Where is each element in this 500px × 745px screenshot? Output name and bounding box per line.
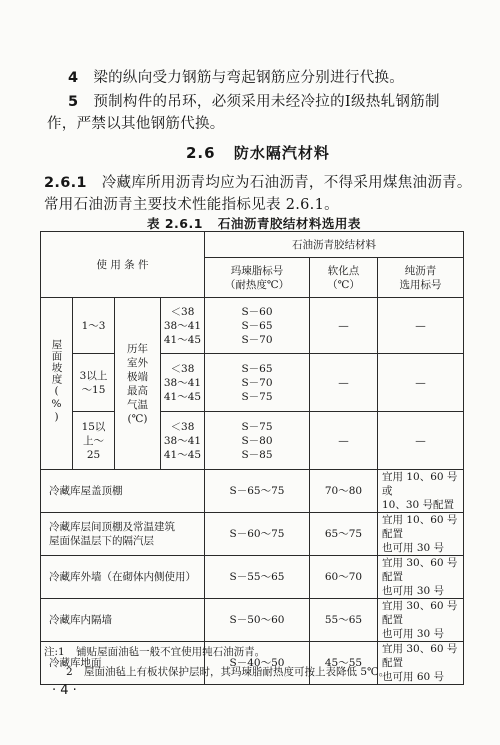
application-name: 冷藏库屋盖顶棚 xyxy=(41,470,205,513)
clause-text: 冷藏库所用沥青均应为石油沥青，不得采用煤焦油沥青。 xyxy=(101,175,472,191)
pure-asphalt-cell: — xyxy=(378,354,464,412)
pure-asphalt-cell: 宜用 10、60 号或 10、30 号配置 xyxy=(378,470,464,513)
table-row xyxy=(41,513,464,556)
grade-cell: S－75 S－80 S－85 xyxy=(205,412,310,470)
grade-cell: S－65～75 xyxy=(205,470,310,513)
table-row xyxy=(41,599,464,642)
softening-header: 软化点 （℃） xyxy=(310,258,378,298)
grade-cell: S－65 S－70 S－75 xyxy=(205,354,310,412)
slope-cell: 1～3 xyxy=(73,298,115,354)
softening-cell: — xyxy=(310,298,378,354)
section-title: 防水隔汽材料 xyxy=(233,144,330,162)
clause-continuation: 常用石油沥青主要技术性能指标见表 2.6.1。 xyxy=(44,197,339,213)
table-caption-number: 表 2.6.1 xyxy=(147,216,203,231)
softening-cell: — xyxy=(310,412,378,470)
slope-cell: 15以上～25 xyxy=(73,412,115,470)
item-text: 预制构件的吊环，必须采用未经冷拉的Ⅰ级热轧钢筋制 xyxy=(93,94,440,110)
grade-cell: S－60 S－65 S－70 xyxy=(205,298,310,354)
table-row xyxy=(41,354,464,412)
section-heading xyxy=(186,142,330,163)
application-name: 冷藏库内隔墙 xyxy=(41,599,205,642)
material-group-header: 石油沥青胶结材料 xyxy=(205,232,464,258)
temperature-ranges: ＜38 38～41 41～45 xyxy=(161,354,205,412)
item-number: 5 xyxy=(68,94,79,110)
note-number: 2 xyxy=(66,666,73,678)
grade-header: 玛瑓脂标号 （耐热度℃） xyxy=(205,258,310,298)
grade-cell: S－40～50 xyxy=(205,642,310,685)
grade-cell: S－60～75 xyxy=(205,513,310,556)
item-5-continuation: 作，严禁以其他钢筋代换。 xyxy=(47,116,225,132)
table-header-row xyxy=(41,232,464,258)
table-caption xyxy=(147,214,361,232)
table-row xyxy=(41,470,464,513)
slope-cell: 3以上～15 xyxy=(73,354,115,412)
slope-label: 屋面坡度(%) xyxy=(50,339,63,424)
grade-cell: S－55～65 xyxy=(205,556,310,599)
temperature-label: 历年室外极端最高气温(℃) xyxy=(115,298,161,470)
softening-cell: 65～75 xyxy=(310,513,378,556)
note-text: 铺贴屋面油毡一般不宜使用纯石油沥青。 xyxy=(76,646,266,658)
application-name: 冷藏库外墙（在砌体内侧使用） xyxy=(41,556,205,599)
conditions-header: 使 用 条 件 xyxy=(41,232,205,298)
table-row xyxy=(41,298,464,354)
page-number: · 4 · xyxy=(52,683,77,698)
slope-label-cell xyxy=(41,298,73,470)
table-caption-title: 石油沥青胶结材料选用表 xyxy=(217,216,361,231)
clause-number: 2.6.1 xyxy=(44,175,87,191)
item-4 xyxy=(68,67,404,89)
softening-cell: 70～80 xyxy=(310,470,378,513)
temperature-ranges: ＜38 38～41 41～45 xyxy=(161,298,205,354)
application-name: 冷藏库层间顶棚及常温建筑 屋面保温层下的隔汽层 xyxy=(41,513,205,556)
grade-cell: S－50～60 xyxy=(205,599,310,642)
table-row xyxy=(41,412,464,470)
note-prefix: 注: xyxy=(44,646,59,658)
item-text: 梁的纵向受力钢筋与弯起钢筋应分别进行代换。 xyxy=(93,70,405,86)
asphalt-selection-table xyxy=(40,231,464,685)
softening-cell: 60～70 xyxy=(310,556,378,599)
pure-asphalt-cell: 宜用 30、60 号配置 也可用 60 号 xyxy=(378,642,464,685)
item-5 xyxy=(68,91,440,113)
softening-cell: 45～55 xyxy=(310,642,378,685)
pure-asphalt-cell: 宜用 30、60 号配置 也可用 30 号 xyxy=(378,556,464,599)
table-note-2 xyxy=(66,664,389,679)
temperature-ranges: ＜38 38～41 41～45 xyxy=(161,412,205,470)
pure-asphalt-header: 纯沥青 选用标号 xyxy=(378,258,464,298)
note-number: 1 xyxy=(58,646,65,658)
pure-asphalt-cell: 宜用 30、60 号配置 也可用 30 号 xyxy=(378,599,464,642)
pure-asphalt-cell: — xyxy=(378,298,464,354)
clause-2-6-1 xyxy=(44,172,472,194)
section-number: 2.6 xyxy=(186,144,216,162)
note-text: 屋面油毡上有板状保护层时，其玛瑓脂耐热度可按上表降低 5℃。 xyxy=(84,666,390,678)
pure-asphalt-cell: 宜用 10、60 号配置 也可用 30 号 xyxy=(378,513,464,556)
application-name: 冷藏库地面 xyxy=(41,642,205,685)
pure-asphalt-cell: — xyxy=(378,412,464,470)
item-number: 4 xyxy=(68,70,79,86)
table-note-1 xyxy=(44,644,265,659)
softening-cell: — xyxy=(310,354,378,412)
table-row xyxy=(41,556,464,599)
softening-cell: 55～65 xyxy=(310,599,378,642)
